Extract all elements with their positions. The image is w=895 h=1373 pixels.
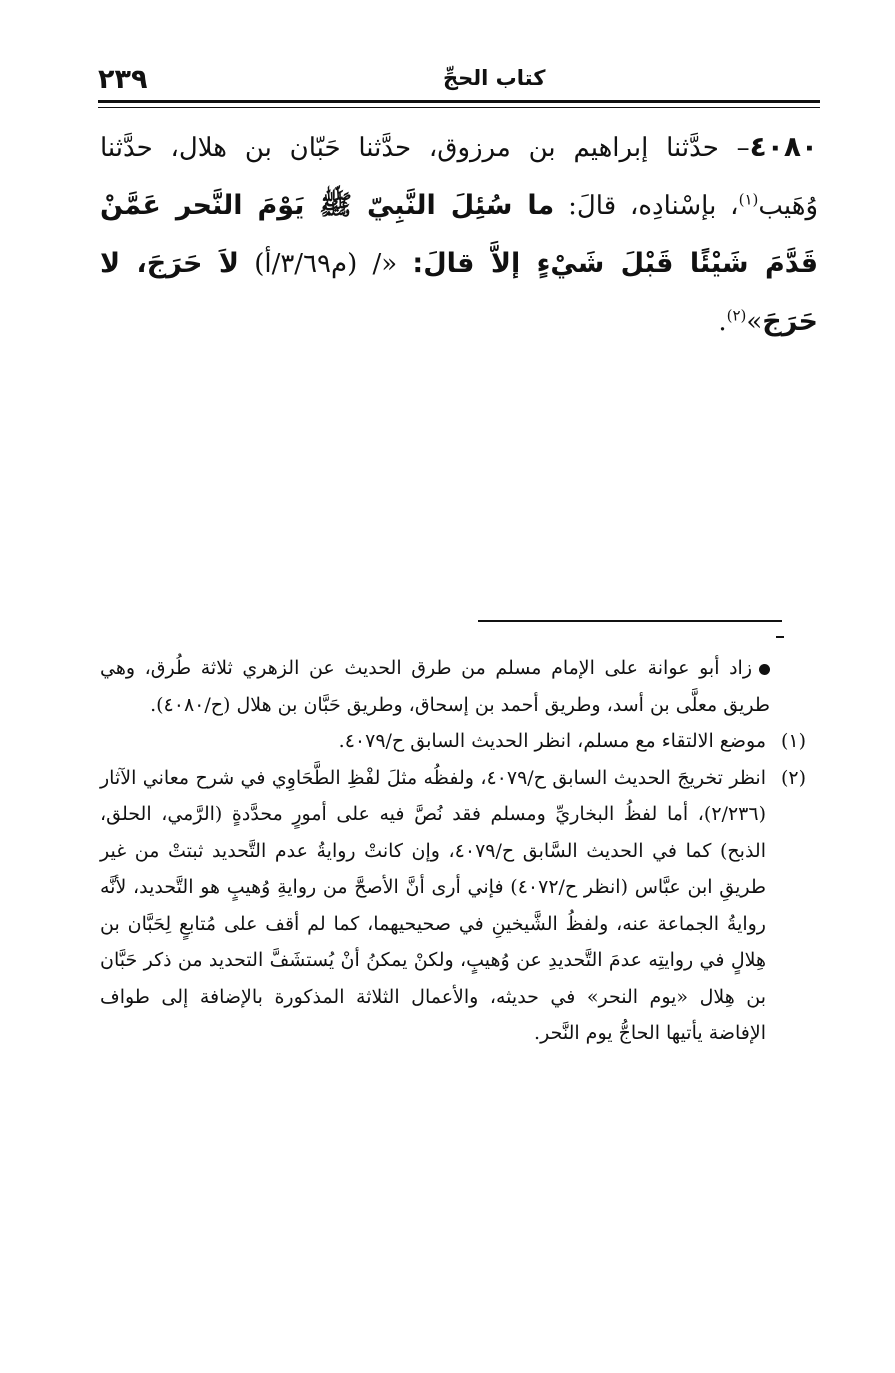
footnote-ref-2: (٢): [726, 306, 747, 325]
hadith-end: .: [718, 307, 727, 337]
footnote-1-marker: (١): [780, 730, 806, 752]
footnote-bullet-text: زاد أبو عوانة على الإمام مسلم من طرق الحديث عن الزهري ثلاثة طُرق، وهي طريق معلَّى بن أسد، وطريق أحمد بن إسحاق، وطريق حَبَّان بن هلال (ح/٤٠٨٠).: [100, 657, 770, 716]
header-rule: [98, 100, 820, 103]
book-title: كتاب الحجِّ: [443, 66, 546, 90]
footnote-2-marker: (٢): [780, 766, 806, 789]
hadith-isnad-tail: ، بإسْنادِه، قالَ:: [568, 191, 739, 221]
hadith-dash: –: [736, 133, 750, 163]
quote-open: «: [381, 249, 398, 279]
footnote-2: [100, 760, 806, 1052]
footnote-ref-1: (١): [738, 190, 759, 209]
footnote-1: [100, 723, 806, 760]
hadith-isnad: حدَّثنا إبراهيم بن مرزوق، حدَّثنا حَبّان بن هلال، حدَّثنا وُهَيب: [100, 133, 819, 221]
hadith-number: ٤٠٨٠: [749, 130, 819, 163]
hadith-text: [100, 118, 818, 351]
hadith-answer: لاَ حَرَجَ، لا حَرَجَ: [100, 248, 818, 337]
footnote-bullet: [100, 650, 806, 723]
hadith-matn: ما سُئِلَ النَّبِيّ ﷺ يَوْمَ النَّحر عَمَّنْ قَدَّمَ شَيْئًا قَبْلَ شَيْءٍ إلاَّ قالَ:: [100, 190, 819, 279]
quote-close: »: [746, 307, 763, 337]
page-header: [98, 62, 820, 102]
header-rule-thin: [98, 107, 820, 108]
folio-reference: / (م٣/٦٩/أ): [254, 249, 382, 279]
footnote-tick: [776, 636, 784, 638]
footnotes: [100, 650, 806, 1052]
footnote-separator: [478, 620, 782, 622]
bullet-icon: [759, 664, 770, 675]
footnote-2-text: انظر تخريجَ الحديث السابق ح/٤٠٧٩، ولفظُه مثلَ لفْظِ الطَّحَاوِي في شرح معاني الآثار (٢/٢٣٦)، أما لفظُ البخاريِّ ومسلم فقد نُصَّ فيه على أمورٍ محدَّدةٍ (الرَّمي، الحلق، الذبح) كما في الحديث السَّابق ح/٤٠٧٩، وإن كانتْ روايةُ عدم التَّحديد ثبتتْ من غير طريقِ ابن عبَّاس (انظر ح/٤٠٧٢) فإني أرى أنَّ الأصحَّ من روايةِ وُهيبٍ هو التَّحديد، لأنَّه روايةُ الجماعة عنه، ولفظُ الشَّيخينِ في صحيحيهما، كما لم أقف على مُتابعٍ لِحَبَّان بن هِلالٍ في روايتِه عدمَ التَّحديدِ عن وُهيبٍ، ولكنْ يمكنُ أنْ يُستشَفَّ التحديد من ذكر حَبَّان بن هِلال «يوم النحر» في حديثه، والأعمال الثلاثة المذكورة بالإضافة إلى طواف الإفاضة يأتيها الحاجُّ يوم النَّحر.: [100, 766, 766, 1044]
page-number: ٢٣٩: [98, 64, 148, 95]
footnote-1-text: موضع الالتقاء مع مسلم، انظر الحديث السابق ح/٤٠٧٩.: [338, 730, 766, 752]
